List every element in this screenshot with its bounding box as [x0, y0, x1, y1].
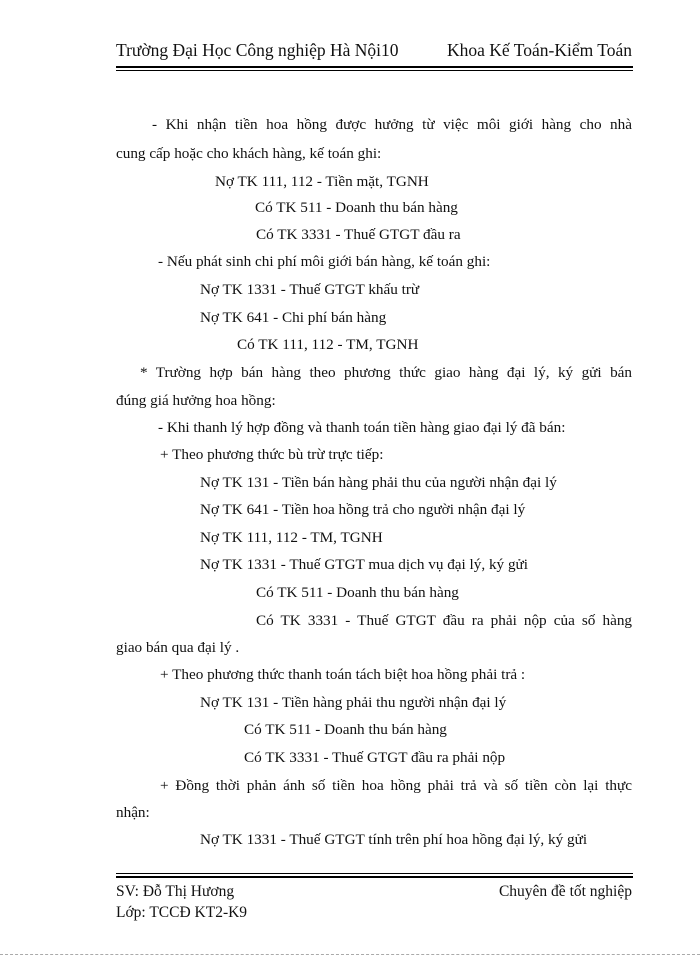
body-line-2: cung cấp hoặc cho khách hàng, kế toán ghi:	[116, 145, 382, 162]
body-line-3: Nợ TK 111, 112 - Tiền mặt, TGNH	[215, 173, 429, 190]
body-line-15: Nợ TK 641 - Tiền hoa hồng trả cho người nhận đại lý	[200, 501, 526, 518]
header-rule-thin	[116, 70, 633, 71]
body-line-5: Có TK 3331 - Thuế GTGT đầu ra	[256, 226, 461, 243]
body-line-22: Nợ TK 131 - Tiền hàng phải thu người nhận đại lý	[200, 694, 507, 711]
body-line-26: nhận:	[116, 804, 150, 821]
body-line-8: Nợ TK 641 - Chi phí bán hàng	[200, 309, 387, 326]
body-line-23: Có TK 511 - Doanh thu bán hàng	[244, 721, 447, 738]
footer-thesis: Chuyên đề tốt nghiệp	[498, 883, 632, 900]
body-line-14: Nợ TK 131 - Tiền bán hàng phải thu của người nhận đại lý	[200, 474, 557, 491]
footer-rule-thin	[116, 873, 633, 874]
body-line-10: * Trường hợp bán hàng theo phương thức giao hàng đại lý, ký gửi bán	[140, 364, 632, 381]
body-line-7: Nợ TK 1331 - Thuế GTGT khấu trừ	[200, 281, 420, 298]
body-line-17: Nợ TK 1331 - Thuế GTGT mua dịch vụ đại lý, ký gửi	[200, 556, 528, 573]
page-break-line	[0, 954, 700, 955]
header-school: Trường Đại Học Công nghiệp Hà Nội10	[116, 40, 399, 60]
body-line-20: giao bán qua đại lý .	[116, 639, 240, 656]
page-header	[116, 40, 632, 64]
body-line-13: + Theo phương thức bù trừ trực tiếp:	[160, 446, 384, 463]
body-line-9: Có TK 111, 112 - TM, TGNH	[237, 336, 419, 353]
body-line-21: + Theo phương thức thanh toán tách biệt hoa hồng phải trả :	[160, 666, 526, 683]
body-line-6: - Nếu phát sinh chi phí môi giới bán hàng, kế toán ghi:	[158, 253, 491, 270]
footer-class: Lớp: TCCĐ KT2-K9	[116, 904, 248, 921]
body-line-11: đúng giá hưởng hoa hồng:	[116, 392, 276, 409]
footer-student: SV: Đỗ Thị Hương	[116, 883, 235, 900]
body-line-24: Có TK 3331 - Thuế GTGT đầu ra phải nộp	[244, 749, 506, 766]
body-line-25: + Đồng thời phản ánh số tiền hoa hồng phải trả và số tiền còn lại thực	[160, 777, 632, 794]
body-line-19: Có TK 3331 - Thuế GTGT đầu ra phải nộp của số hàng	[256, 612, 632, 629]
footer-rule-thick	[116, 876, 633, 878]
body-line-27: Nợ TK 1331 - Thuế GTGT tính trên phí hoa hồng đại lý, ký gửi	[200, 831, 588, 848]
header-faculty: Khoa Kế Toán-Kiểm Toán	[447, 40, 632, 60]
body-line-16: Nợ TK 111, 112 - TM, TGNH	[200, 529, 383, 546]
body-line-12: - Khi thanh lý hợp đồng và thanh toán tiền hàng giao đại lý đã bán:	[158, 419, 566, 436]
body-line-1: - Khi nhận tiền hoa hồng được hưởng từ việc môi giới hàng cho nhà	[152, 116, 632, 133]
header-rule-thick	[116, 66, 633, 68]
body-line-4: Có TK 511 - Doanh thu bán hàng	[255, 199, 458, 216]
body-line-18: Có TK 511 - Doanh thu bán hàng	[256, 584, 459, 601]
